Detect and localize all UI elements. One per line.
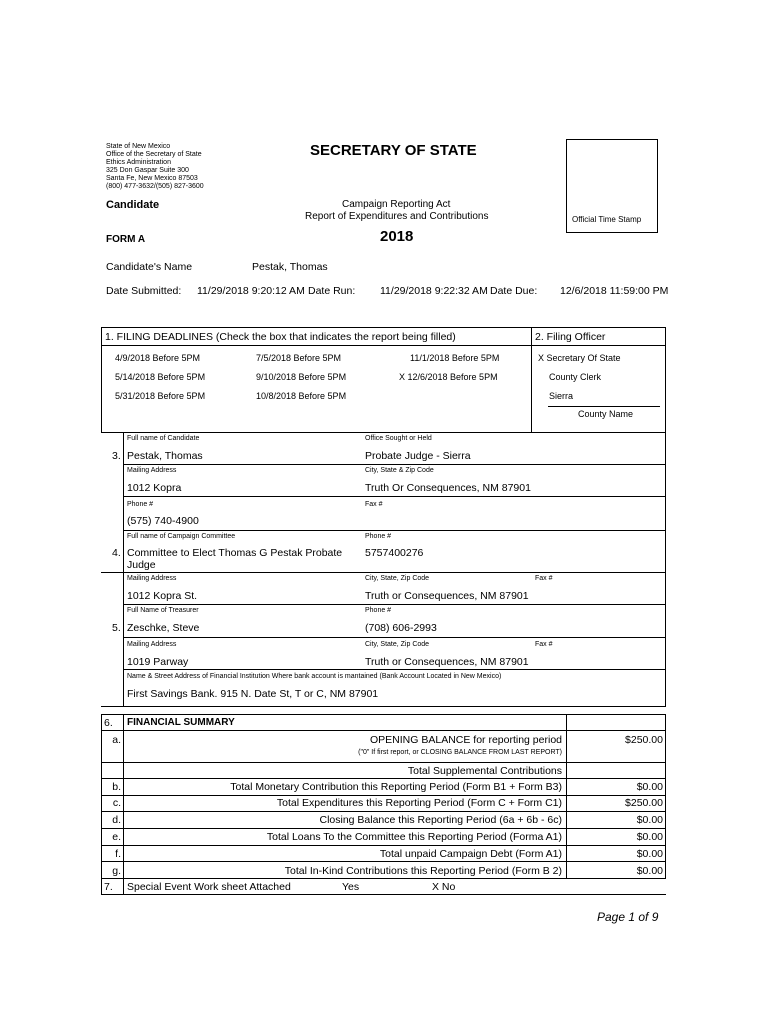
row-label: Total Monetary Contribution this Reporting Period (Form B1 + Form B3) <box>230 781 562 793</box>
field-label: City, State, Zip Code <box>365 641 430 648</box>
row-letter: a. <box>112 734 121 746</box>
row-label: Closing Balance this Reporting Period (6a + 6b - 6c) <box>319 814 562 826</box>
report-year: 2018 <box>380 228 414 245</box>
row-value: $0.00 <box>636 848 663 860</box>
candidate-city: Truth Or Consequences, NM 87901 <box>365 482 531 494</box>
rule <box>101 762 666 763</box>
rule <box>123 496 666 497</box>
filing-officer-header: 2. Filing Officer <box>535 331 606 343</box>
deadline-option[interactable]: 5/31/2018 Before 5PM <box>115 391 206 401</box>
rule <box>101 572 666 573</box>
treasurer-name: Zeschke, Steve <box>127 622 200 634</box>
rule <box>123 464 666 465</box>
date-due: 12/6/2018 11:59:00 PM <box>560 285 669 297</box>
row-letter: c. <box>112 797 121 809</box>
section-number: 3. <box>112 450 121 462</box>
field-label: Fax # <box>365 501 383 508</box>
date-submitted-label: Date Submitted: <box>106 285 182 297</box>
rule <box>566 714 567 878</box>
section-number: 5. <box>112 622 121 634</box>
field-label: Phone # <box>127 501 154 508</box>
report-title: Report of Expenditures and Contributions <box>305 211 489 222</box>
opening-balance-label: OPENING BALANCE for reporting period <box>370 734 562 746</box>
date-run: 11/29/2018 9:22:32 AM <box>380 285 488 297</box>
candidate-phone: (575) 740-4900 <box>127 515 199 527</box>
rule <box>101 828 666 829</box>
rule <box>123 530 666 531</box>
county-value: Sierra <box>549 391 574 401</box>
agency-line: Office of the Secretary of State <box>106 151 202 158</box>
field-label: Phone # <box>365 607 392 614</box>
opening-balance-value: $250.00 <box>625 734 663 746</box>
agency-line: 325 Don Gaspar Suite 300 <box>106 167 189 174</box>
row-letter: f. <box>115 848 121 860</box>
candidate-mailing-address: 1012 Kopra <box>127 482 182 494</box>
rule <box>101 894 666 895</box>
field-label: Phone # <box>365 533 392 540</box>
committee-mailing-address: 1012 Kopra St. <box>127 590 198 602</box>
act-title: Campaign Reporting Act <box>342 199 451 210</box>
rule <box>101 327 666 328</box>
rule <box>665 432 666 706</box>
rule <box>123 714 124 894</box>
candidate-name: Pestak, Thomas <box>252 261 328 273</box>
rule <box>101 845 666 846</box>
time-stamp-label: Official Time Stamp <box>572 215 642 224</box>
financial-summary-header: FINANCIAL SUMMARY <box>127 717 235 728</box>
form-label: FORM A <box>106 234 146 245</box>
row-value: $0.00 <box>636 865 663 877</box>
section-number: 6. <box>104 717 113 729</box>
field-label: Full name of Candidate <box>127 435 200 442</box>
field-label: Fax # <box>535 575 553 582</box>
field-label: Fax # <box>535 641 553 648</box>
row-letter: g. <box>112 865 121 877</box>
special-event-label: Special Event Work sheet Attached <box>127 881 291 893</box>
row-value: $0.00 <box>636 814 663 826</box>
deadline-option-selected[interactable]: X 12/6/2018 Before 5PM <box>399 372 498 382</box>
treasurer-mailing-address: 1019 Parway <box>127 656 189 668</box>
treasurer-phone: (708) 606-2993 <box>365 622 437 634</box>
agency-line: (800) 477-3632/(505) 827-3600 <box>106 183 204 190</box>
deadline-option[interactable]: 9/10/2018 Before 5PM <box>256 372 347 382</box>
committee-phone: 5757400276 <box>365 547 424 559</box>
section-number: 7. <box>104 881 113 893</box>
deadline-option[interactable]: 11/1/2018 Before 5PM <box>410 353 500 363</box>
field-label: Mailing Address <box>127 467 177 474</box>
rule <box>101 778 666 779</box>
office-sought: Probate Judge - Sierra <box>365 450 471 462</box>
rule <box>101 345 666 346</box>
row-value: $0.00 <box>636 831 663 843</box>
page-number: Page 1 of 9 <box>597 910 659 924</box>
agency-line: State of New Mexico <box>106 143 171 150</box>
supplemental-contributions-label: Total Supplemental Contributions <box>407 765 562 777</box>
deadline-option[interactable]: 4/9/2018 Before 5PM <box>115 353 201 363</box>
rule <box>123 669 666 670</box>
candidate-heading: Candidate <box>106 199 160 211</box>
row-label: Total In-Kind Contributions this Reporting Period (Form B 2) <box>284 865 562 877</box>
row-label: Total unpaid Campaign Debt (Form A1) <box>379 848 562 860</box>
committee-city: Truth or Consequences, NM 87901 <box>365 590 529 602</box>
rule <box>101 811 666 812</box>
rule <box>123 604 666 605</box>
filing-officer-option[interactable]: County Clerk <box>549 372 602 382</box>
rule <box>101 730 666 731</box>
field-label: City, State, Zip Code <box>365 575 430 582</box>
candidate-name-label: Candidate's Name <box>106 261 193 273</box>
field-label: Full Name of Treasurer <box>127 607 199 614</box>
filing-officer-selected[interactable]: X Secretary Of State <box>538 353 621 363</box>
rule <box>101 861 666 862</box>
special-event-no-selected[interactable]: X No <box>432 881 456 893</box>
rule <box>548 406 660 407</box>
bank-address: First Savings Bank. 915 N. Date St, T or C, NM 87901 <box>127 688 379 700</box>
deadline-option[interactable]: 5/14/2018 Before 5PM <box>115 372 206 382</box>
rule <box>665 327 666 432</box>
committee-name: Committee to Elect Thomas G Pestak Probate Judge <box>127 547 343 571</box>
treasurer-city: Truth or Consequences, NM 87901 <box>365 656 529 668</box>
row-letter: b. <box>112 781 121 793</box>
row-label: Total Expenditures this Reporting Period (Form C + Form C1) <box>276 797 562 809</box>
rule <box>101 714 666 715</box>
rule <box>531 327 532 432</box>
rule <box>665 714 666 878</box>
field-label: Mailing Address <box>127 641 177 648</box>
agency-line: Ethics Administration <box>106 159 171 166</box>
field-label: Mailing Address <box>127 575 177 582</box>
candidate-full-name: Pestak, Thomas <box>127 450 203 462</box>
page-title: SECRETARY OF STATE <box>310 142 477 159</box>
field-label: Name & Street Address of Financial Institution Where bank account is mantained (Bank Account Located in New Mexico) <box>127 673 502 680</box>
date-run-label: Date Run: <box>308 285 356 297</box>
deadline-option[interactable]: 7/5/2018 Before 5PM <box>256 353 342 363</box>
rule <box>123 432 124 706</box>
agency-line: Santa Fe, New Mexico 87503 <box>106 175 198 182</box>
row-label: Total Loans To the Committee this Reporting Period (Forma A1) <box>266 831 562 843</box>
rule <box>101 706 666 707</box>
date-submitted: 11/29/2018 9:20:12 AM <box>197 285 305 297</box>
rule <box>101 795 666 796</box>
county-name-label: County Name <box>578 409 634 419</box>
special-event-yes[interactable]: Yes <box>342 881 360 893</box>
opening-balance-note: ("0" If first report, or CLOSING BALANCE FROM LAST REPORT) <box>358 749 562 756</box>
date-due-label: Date Due: <box>490 285 538 297</box>
field-label: Full name of Campaign Committee <box>127 533 236 540</box>
deadline-option[interactable]: 10/8/2018 Before 5PM <box>256 391 347 401</box>
filing-deadlines-header: 1. FILING DEADLINES (Check the box that indicates the report being filled) <box>105 331 456 343</box>
row-letter: e. <box>112 831 121 843</box>
field-label: Office Sought or Held <box>365 435 432 442</box>
field-label: City, State & Zip Code <box>365 467 434 474</box>
rule <box>123 637 666 638</box>
rule <box>101 327 102 432</box>
row-letter: d. <box>112 814 121 826</box>
rule <box>101 878 666 879</box>
row-value: $0.00 <box>636 781 663 793</box>
row-value: $250.00 <box>625 797 663 809</box>
rule <box>101 432 666 433</box>
section-number: 4. <box>112 547 121 559</box>
agency-address <box>106 143 204 191</box>
